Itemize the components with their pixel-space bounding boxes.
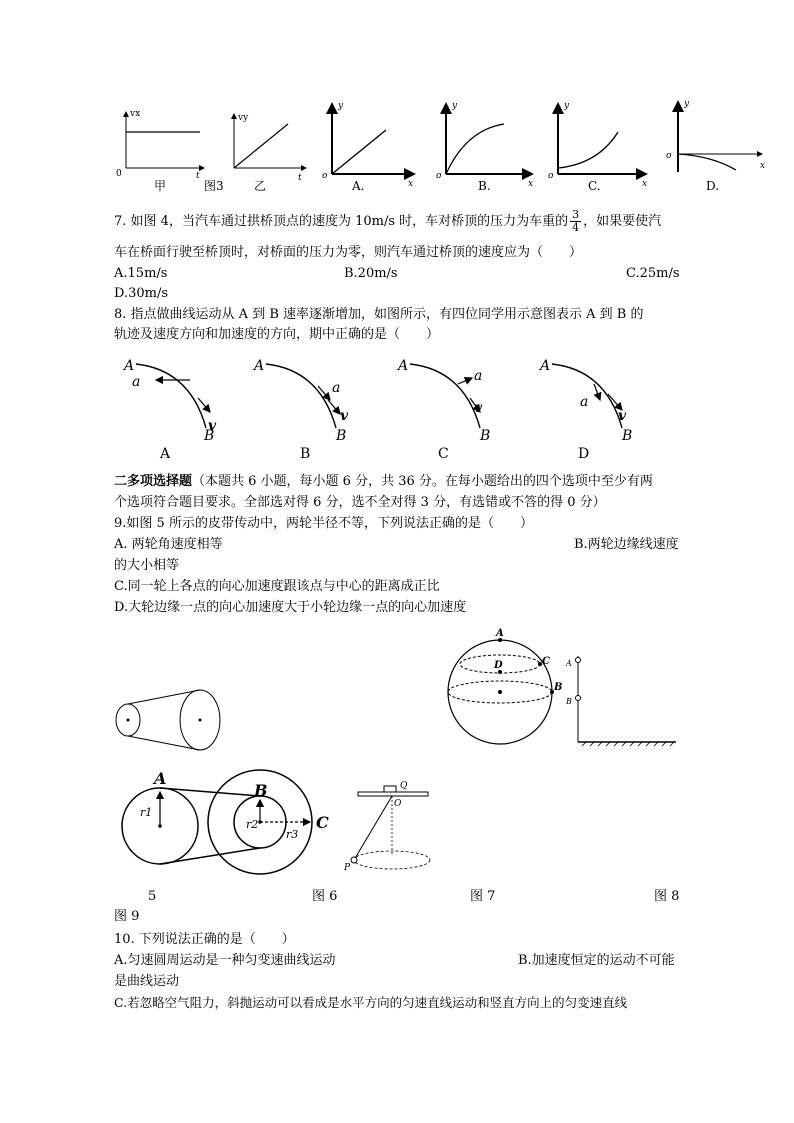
svg-text:B: B	[204, 428, 215, 444]
svg-text:a: a	[580, 394, 589, 410]
graph-b	[436, 101, 533, 193]
svg-text:C: C	[316, 813, 329, 832]
svg-text:B: B	[622, 428, 633, 444]
svg-text:o: o	[436, 171, 442, 181]
svg-text:x: x	[528, 179, 534, 189]
svg-text:A: A	[496, 628, 504, 639]
q7-line2: 车在桥面行驶至桥顶时，对桥面的压力为零，则汽车通过桥顶的速度应为（ ）	[114, 245, 583, 260]
svg-text:vx: vx	[130, 109, 141, 119]
caption-5: 5	[148, 889, 157, 904]
q10-stem: 10. 下列说法正确的是（ ）	[114, 932, 295, 947]
svg-text:A: A	[398, 358, 409, 374]
svg-text:C: C	[542, 656, 550, 667]
q10-option-a: A.匀速圆周运动是一种匀变速曲线运动	[114, 953, 336, 968]
svg-text:r3: r3	[286, 828, 299, 841]
q9-option-c: C.同一轮上各点的向心加速度跟该点与中心的距离成正比	[114, 579, 440, 594]
q10-option-b: B.加速度恒定的运动不可能	[518, 953, 675, 968]
q8-figures	[110, 354, 670, 460]
q7-option-c: C.25m/s	[626, 266, 680, 281]
svg-text:v: v	[208, 418, 217, 434]
svg-text:a: a	[474, 368, 483, 384]
q8-line1: 8. 指点做曲线运动从 A 到 B 速率逐渐增加，如图所示，有四位同学用示意图表示 A 到 B 的	[114, 307, 644, 322]
svg-text:B: B	[566, 697, 572, 706]
svg-text:x: x	[642, 179, 648, 189]
q9-option-a: A. 两轮角速度相等	[114, 537, 223, 552]
svg-text:D: D	[494, 660, 503, 671]
q7-text-b: ，如果要使汽	[583, 214, 662, 229]
svg-text:t: t	[196, 171, 200, 181]
graph-d	[666, 99, 765, 193]
q8-fig-a	[122, 358, 217, 460]
caption-fig7: 图 7	[470, 889, 496, 904]
svg-text:r1: r1	[140, 806, 153, 819]
svg-text:a: a	[132, 374, 141, 390]
svg-text:A: A	[160, 446, 171, 460]
svg-text:A: A	[254, 358, 265, 374]
q8-fig-c	[396, 358, 490, 460]
svg-text:C: C	[438, 446, 449, 460]
graph-a	[322, 101, 414, 193]
svg-text:v: v	[474, 400, 483, 416]
svg-text:A: A	[154, 769, 167, 788]
figure-row-graphs	[112, 96, 782, 196]
fig-belt-drive	[114, 764, 354, 896]
q7-option-a: A.15m/s	[114, 266, 168, 281]
q9-stem: 9.如图 5 所示的皮带传动中，两轮半径不等，下列说法正确的是（ ）	[114, 516, 533, 531]
svg-text:0: 0	[116, 169, 122, 179]
svg-text:B.: B.	[478, 179, 491, 193]
svg-text:A: A	[124, 358, 135, 374]
svg-text:y: y	[452, 101, 458, 111]
fig-conical-pendulum	[344, 780, 444, 876]
q7-fraction: $\frac{3}{4}$	[572, 208, 580, 234]
svg-text:D: D	[578, 446, 590, 460]
caption-fig9: 图 9	[114, 909, 140, 924]
svg-text:图3: 图3	[204, 179, 224, 193]
q7-option-b: B.20m/s	[344, 266, 398, 281]
q9-option-b: B.两轮边缘线速度	[574, 537, 679, 552]
q7-option-d: D.30m/s	[114, 286, 169, 301]
svg-text:r2: r2	[246, 818, 259, 831]
svg-text:a: a	[332, 380, 341, 396]
q8-fig-b	[252, 358, 349, 460]
q10-option-b-cont: 是曲线运动	[114, 974, 180, 989]
svg-text:o: o	[322, 171, 328, 181]
fig-sphere	[444, 626, 564, 750]
graph-c	[548, 101, 647, 193]
svg-text:x: x	[760, 161, 766, 171]
q10-option-c: C.若忽略空气阻力，斜抛运动可以看成是水平方向的匀速直线运动和竖直方向上的匀变速直线	[114, 995, 628, 1010]
svg-text:x: x	[408, 179, 414, 189]
graph-jia	[116, 109, 224, 193]
svg-text:A: A	[540, 358, 551, 374]
q9-option-d: D.大轮边缘一点的向心加速度大于小轮边缘一点的向心加速度	[114, 600, 467, 615]
q8-line2: 轨迹及速度方向和加速度的方向，期中正确的是（ ）	[114, 327, 440, 342]
fig-cone-belt	[114, 684, 224, 756]
svg-text:o: o	[666, 151, 672, 161]
graph-yi	[234, 113, 306, 193]
section2-desc2: 个选项符合题目要求。全部选对得 6 分，选不全对得 3 分，有选错或不答的得 0 分）	[114, 495, 606, 510]
fig-wall	[564, 648, 684, 748]
q8-fig-d	[538, 358, 632, 460]
svg-text:D.: D.	[706, 179, 720, 193]
svg-text:vy: vy	[238, 113, 249, 123]
svg-text:y: y	[338, 101, 344, 111]
svg-text:B: B	[300, 446, 311, 460]
svg-text:v: v	[618, 408, 627, 424]
svg-text:B: B	[254, 781, 268, 800]
svg-text:C.: C.	[588, 179, 601, 193]
q7-line1	[114, 209, 661, 234]
section2-line1	[114, 472, 653, 492]
svg-text:O: O	[394, 799, 402, 809]
svg-text:B: B	[480, 428, 491, 444]
svg-text:A.: A.	[352, 179, 365, 193]
section2-desc1: （本题共 6 小题，每小题 6 分，共 36 分。在每小题给出的四个选项中至少有两	[192, 474, 653, 489]
q9-option-b-cont: 的大小相等	[114, 558, 180, 573]
svg-text:A: A	[566, 659, 572, 668]
section2-title: 二多项选择题	[114, 474, 193, 489]
svg-text:P: P	[344, 863, 351, 873]
svg-text:t: t	[298, 173, 302, 183]
svg-text:B: B	[554, 682, 563, 693]
svg-text:y: y	[564, 101, 570, 111]
svg-text:B: B	[336, 428, 347, 444]
svg-text:y: y	[684, 99, 690, 109]
caption-fig8: 图 8	[654, 889, 680, 904]
svg-text:v: v	[340, 408, 349, 424]
svg-text:Q: Q	[400, 781, 408, 791]
svg-text:o: o	[548, 171, 554, 181]
svg-text:甲: 甲	[154, 179, 167, 193]
caption-fig6: 图 6	[312, 889, 338, 904]
svg-text:乙: 乙	[254, 179, 267, 193]
q7-text-a: 7. 如图 4，当汽车通过拱桥顶点的速度为 10m/s 时，车对桥顶的压力为车重的	[114, 214, 569, 229]
